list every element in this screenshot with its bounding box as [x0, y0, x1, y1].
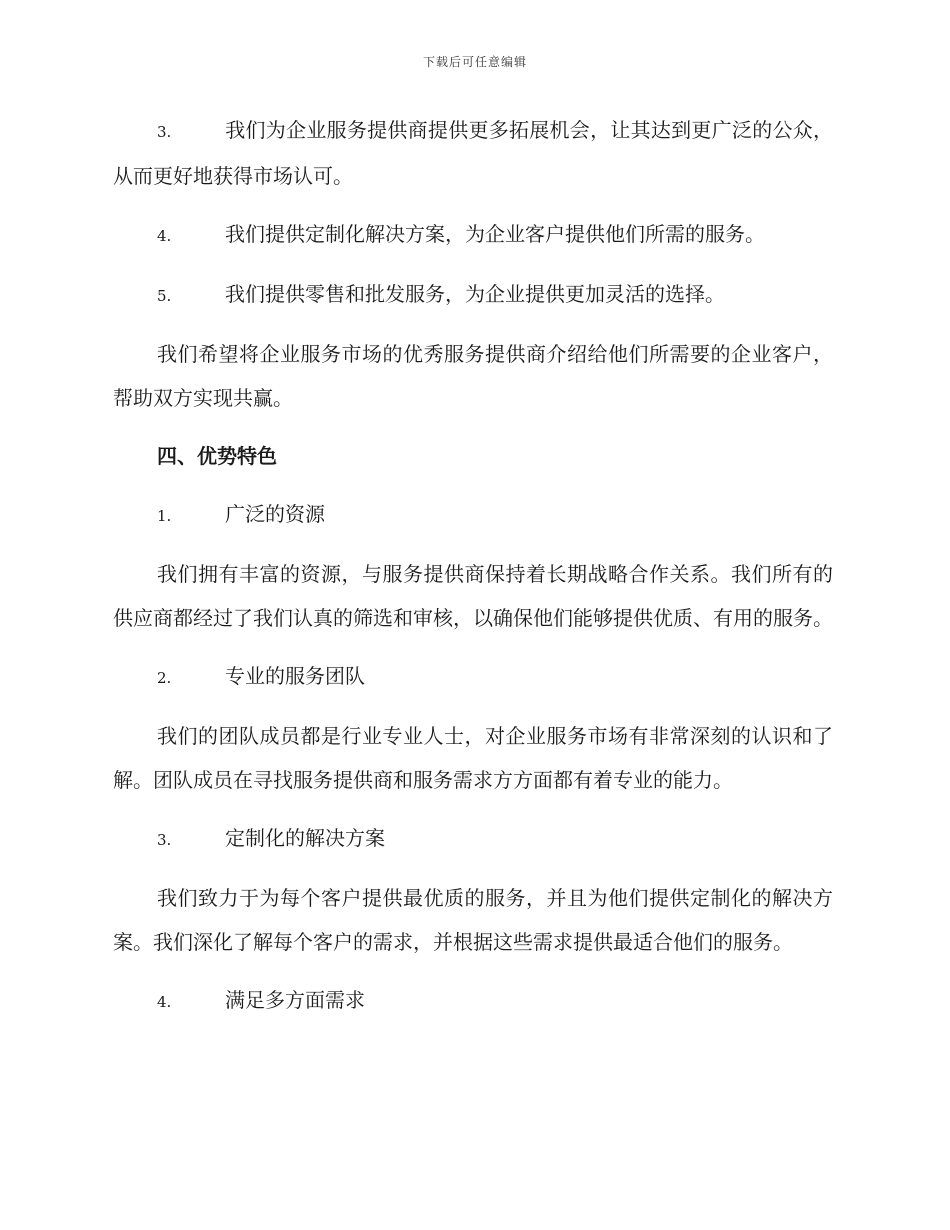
list-item	[113, 978, 833, 1024]
list-number: 2.	[157, 669, 172, 687]
list-text: 我们为企业服务提供商提供更多拓展机会，让其达到更广泛的公众，从而更好地获得市场认可。	[113, 118, 833, 188]
list-number: 4.	[157, 227, 172, 245]
list-text: 我们提供零售和批发服务，为企业提供更加灵活的选择。	[225, 282, 725, 306]
list-text: 我们提供定制化解决方案，为企业客户提供他们所需的服务。	[225, 222, 765, 246]
list-item	[113, 816, 833, 862]
list-number: 3.	[157, 123, 172, 141]
paragraph: 我们的团队成员都是行业专业人士，对企业服务市场有非常深刻的认识和了解。团队成员在寻找服务提供商和服务需求方方面都有着专业的能力。	[113, 724, 833, 792]
list-number: 1.	[157, 507, 172, 525]
header-note: 下载后可任意编辑	[422, 55, 527, 69]
list-text: 满足多方面需求	[225, 988, 365, 1012]
list-text: 专业的服务团队	[225, 664, 365, 688]
document-body	[113, 108, 833, 1038]
list-item	[113, 492, 833, 538]
list-item	[113, 654, 833, 700]
list-number: 4.	[157, 993, 172, 1011]
list-text: 广泛的资源	[225, 502, 325, 526]
list-item	[113, 272, 833, 318]
list-number: 3.	[157, 831, 172, 849]
list-item	[113, 212, 833, 258]
list-number: 5.	[157, 287, 172, 305]
paragraph: 我们拥有丰富的资源，与服务提供商保持着长期战略合作关系。我们所有的供应商都经过了我们认真的筛选和审核，以确保他们能够提供优质、有用的服务。	[113, 562, 833, 630]
paragraph: 我们致力于为每个客户提供最优质的服务，并且为他们提供定制化的解决方案。我们深化了解每个客户的需求，并根据这些需求提供最适合他们的服务。	[113, 886, 833, 954]
paragraph: 我们希望将企业服务市场的优秀服务提供商介绍给他们所需要的企业客户，帮助双方实现共赢。	[113, 342, 833, 410]
section-heading: 四、优势特色	[157, 444, 277, 468]
list-text: 定制化的解决方案	[225, 826, 385, 850]
list-item	[113, 108, 833, 198]
